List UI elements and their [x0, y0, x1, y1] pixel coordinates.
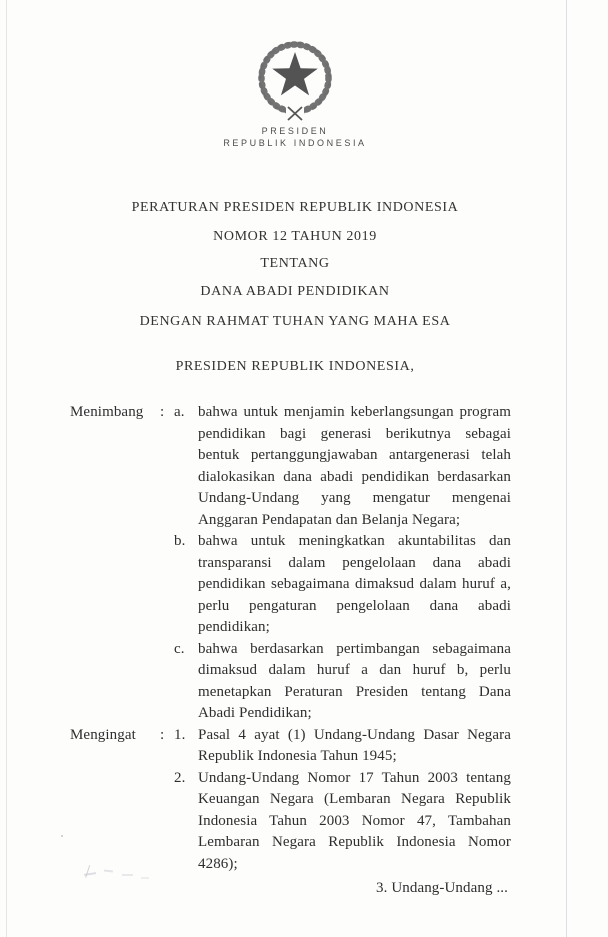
section-label: Mengingat — [70, 726, 136, 743]
section-colon: : — [160, 726, 165, 743]
item-marker: a. — [174, 404, 185, 420]
section-colon: : — [160, 404, 165, 420]
pencil-mark — [122, 874, 133, 876]
item-marker: c. — [174, 640, 185, 657]
list-item — [174, 531, 511, 639]
presidential-seal-icon — [240, 36, 350, 124]
title-nomor: NOMOR 12 TAHUN 2019 — [213, 229, 377, 244]
section-label: Menimbang — [70, 404, 144, 420]
page-catchword: 3. Undang-Undang ... — [376, 880, 508, 896]
title-rahmat: DENGAN RAHMAT TUHAN YANG MAHA ESA — [139, 314, 451, 329]
item-text: Undang-Undang Nomor 17 Tahun 2003 tentang Keuangan Negara (Lembaran Negara Republik Indonesia Tahun 2003 Nomor 47, Tambahan Lembaran Negara Republik Indonesia Nomor 4286); — [198, 769, 511, 872]
seal-caption — [0, 125, 590, 149]
item-text: bahwa untuk meningkatkan akuntabilitas dan transparansi dalam pengelolaan dana abadi pendidikan sebagaimana dimaksud dalam huruf a, perlu pengaturan pengelolaan dana abadi pendidikan; — [198, 533, 511, 635]
item-marker: 1. — [174, 726, 186, 743]
list-item — [174, 768, 511, 876]
title-peraturan: PERATURAN PRESIDEN REPUBLIK INDONESIA — [131, 200, 459, 215]
list-item — [174, 639, 511, 725]
pencil-mark — [141, 877, 149, 879]
item-text: bahwa berdasarkan pertimbangan sebagaimana dimaksud dalam huruf a dan huruf b, perlu menetapkan Peraturan Presiden tentang Dana Abadi Pendidikan; — [198, 640, 511, 721]
list-item — [174, 402, 511, 531]
title-tentang: TENTANG — [260, 256, 330, 271]
list-item — [174, 725, 511, 768]
item-marker: b. — [174, 533, 186, 549]
seal-caption-line2: REPUBLIK INDONESIA — [223, 138, 367, 148]
seal-caption-line1: PRESIDEN — [261, 126, 329, 136]
item-marker: 2. — [174, 769, 186, 786]
section-menimbang — [70, 402, 511, 725]
title-block — [0, 200, 590, 375]
title-presiden: PRESIDEN REPUBLIK INDONESIA, — [175, 359, 415, 374]
section-mengingat — [70, 725, 511, 876]
scan-speck — [61, 835, 63, 837]
item-text: Pasal 4 ayat (1) Undang-Undang Dasar Negara Republik Indonesia Tahun 1945; — [198, 726, 511, 764]
item-text: bahwa untuk menjamin keberlangsungan program pendidikan bagi generasi berikutnya sebagai bentuk pertanggungjawaban antargenerasi telah dialokasikan dana abadi pendidikan berdasarkan Undang-Undang yang mengatur mengenai Anggaran Pendapatan dan Belanja Negara; — [198, 404, 511, 528]
document-body — [70, 402, 511, 900]
title-subject: DANA ABADI PENDIDIKAN — [200, 284, 390, 299]
